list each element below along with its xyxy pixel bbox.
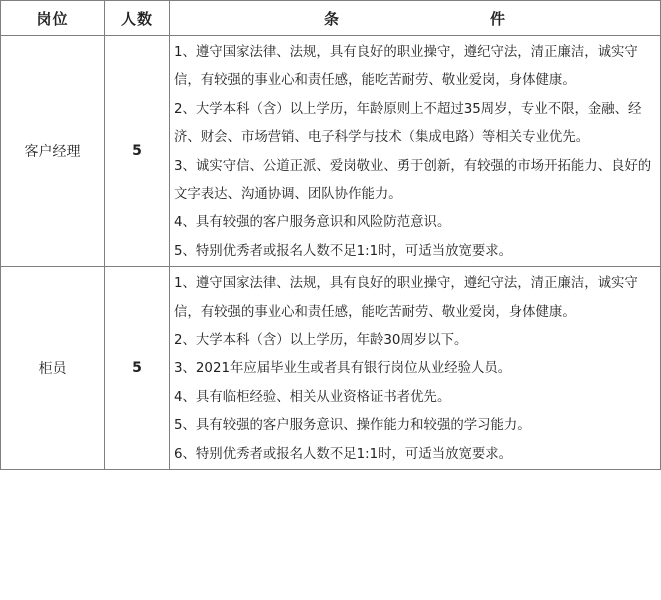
condition-item: 3、诚实守信、公道正派、爱岗敬业、勇于创新，有较强的市场开拓能力、良好的文字表达、沟通协调、团队协作能力。 bbox=[174, 158, 652, 203]
condition-item: 2、大学本科（含）以上学历，年龄30周岁以下。 bbox=[174, 333, 468, 349]
count-cell: 5 bbox=[105, 267, 170, 470]
header-count: 人数 bbox=[105, 1, 170, 36]
condition-item: 5、具有较强的客户服务意识、操作能力和较强的学习能力。 bbox=[174, 418, 531, 434]
condition-item: 4、具有较强的客户服务意识和风险防范意识。 bbox=[174, 215, 451, 231]
header-conditions-left: 条 bbox=[323, 9, 340, 28]
table-row bbox=[1, 36, 661, 267]
condition-item: 1、遵守国家法律、法规，具有良好的职业操守，遵纪守法，清正廉洁，诚实守信，有较强的事业心和责任感，能吃苦耐劳、敬业爱岗，身体健康。 bbox=[174, 45, 638, 89]
position-cell: 柜员 bbox=[1, 267, 105, 470]
header-conditions bbox=[170, 1, 661, 36]
table-row bbox=[1, 267, 661, 470]
condition-item: 4、具有临柜经验、相关从业资格证书者优先。 bbox=[174, 389, 451, 405]
position-cell: 客户经理 bbox=[1, 36, 105, 267]
count-cell: 5 bbox=[105, 36, 170, 267]
header-conditions-right: 件 bbox=[490, 9, 507, 28]
condition-item: 6、特别优秀者或报名人数不足1:1时，可适当放宽要求。 bbox=[174, 446, 513, 462]
header-position: 岗位 bbox=[1, 1, 105, 36]
condition-item: 2、大学本科（含）以上学历，年龄原则上不超过35周岁，专业不限，金融、经济、财会、市场营销、电子科学与技术（集成电路）等相关专业优先。 bbox=[174, 101, 642, 146]
conditions-cell bbox=[170, 36, 661, 267]
conditions-cell bbox=[170, 267, 661, 470]
condition-item: 5、特别优秀者或报名人数不足1:1时，可适当放宽要求。 bbox=[174, 243, 513, 259]
condition-item: 3、2021年应届毕业生或者具有银行岗位从业经验人员。 bbox=[174, 361, 512, 377]
header-row bbox=[1, 1, 661, 36]
condition-item: 1、遵守国家法律、法规，具有良好的职业操守，遵纪守法，清正廉洁，诚实守信，有较强的事业心和责任感，能吃苦耐劳、敬业爱岗，身体健康。 bbox=[174, 276, 638, 320]
